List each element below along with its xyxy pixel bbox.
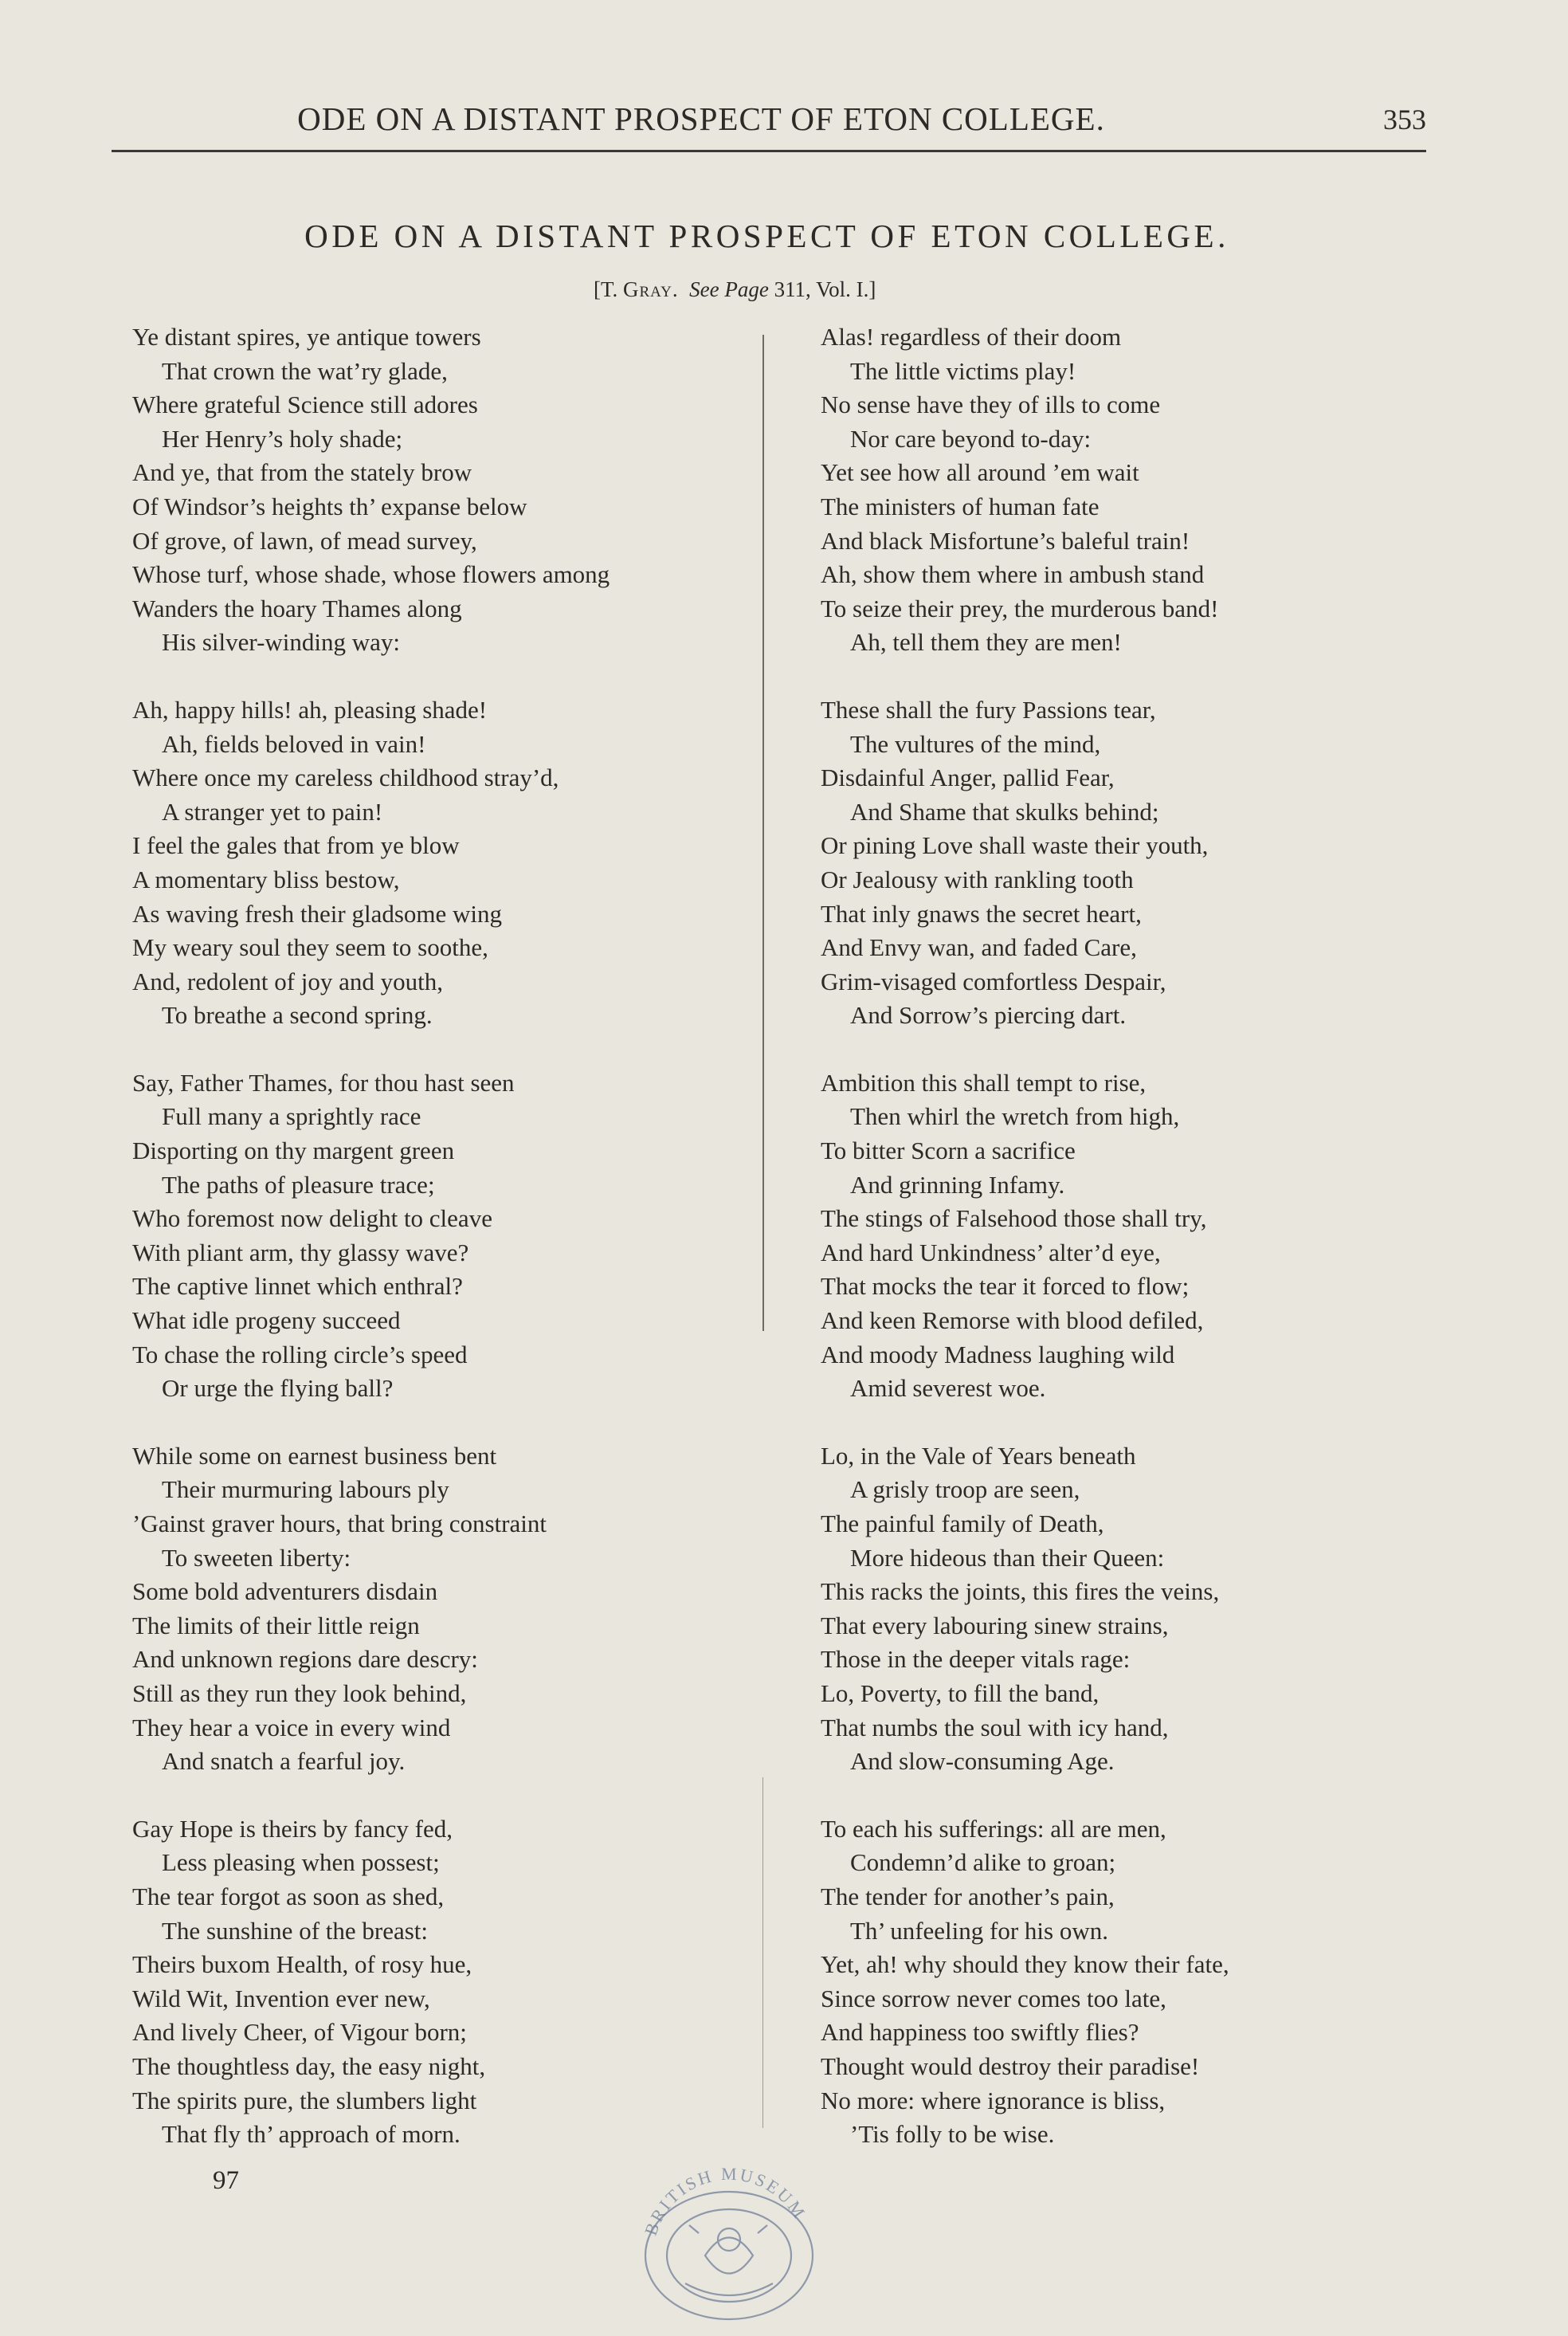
verse-line: And unknown regions dare descry: — [132, 1645, 478, 1674]
verse-line: Alas! regardless of their doom — [821, 323, 1122, 351]
verse-line: Ambition this shall tempt to rise, — [821, 1068, 1147, 1097]
verse-line: That mocks the tear it forced to flow; — [821, 1272, 1190, 1301]
verse-line: The sunshine of the breast: — [162, 1916, 429, 1945]
column-divider-lower — [762, 1777, 763, 2128]
verse-line: Gay Hope is theirs by fancy fed, — [132, 1814, 453, 1843]
verse-line: Since sorrow never comes too late, — [821, 1984, 1166, 2012]
museum-stamp — [610, 2136, 849, 2327]
verse-line: And ye, that from the stately brow — [132, 458, 472, 487]
left-stanza-3 — [132, 1066, 762, 1406]
verse-line: Those in the deeper vitals rage: — [821, 1645, 1131, 1674]
verse-line: His silver-winding way: — [162, 628, 401, 657]
verse-line: Yet, ah! why should they know their fate, — [821, 1950, 1229, 1979]
right-stanza-1 — [821, 320, 1442, 660]
verse-line: Ah, show them where in ambush stand — [821, 560, 1205, 589]
verse-line: The little victims play! — [850, 356, 1076, 385]
stamp-text: BRITISH MUSEUM — [640, 2163, 811, 2238]
left-stanza-2 — [132, 693, 762, 1033]
verse-line: That inly gnaws the secret heart, — [821, 899, 1142, 928]
verse-line: The thoughtless day, the easy night, — [132, 2051, 486, 2080]
verse-line: Full many a sprightly race — [162, 1102, 421, 1131]
verse-line: What idle progeny succeed — [132, 1306, 401, 1335]
verse-line: And snatch a fearful joy. — [162, 1747, 406, 1776]
verse-line: Say, Father Thames, for thou hast seen — [132, 1068, 515, 1097]
verse-line: With pliant arm, thy glassy wave? — [132, 1238, 469, 1266]
left-column — [132, 320, 762, 2185]
verse-line: My weary soul they seem to soothe, — [132, 933, 488, 962]
signature-mark: 97 — [213, 2166, 239, 2195]
right-stanza-5 — [821, 1812, 1442, 2152]
verse-line: Her Henry’s holy shade; — [162, 424, 403, 453]
verse-line: Then whirl the wretch from high, — [850, 1102, 1180, 1131]
attribution — [594, 277, 876, 302]
verse-line: Amid severest woe. — [850, 1374, 1046, 1403]
verse-line: To seize their prey, the murderous band! — [821, 594, 1219, 622]
verse-line: And Shame that skulks behind; — [850, 797, 1159, 826]
left-stanza-5 — [132, 1812, 762, 2152]
verse-line: Less pleasing when possest; — [162, 1848, 440, 1877]
header-rule — [112, 150, 1426, 152]
verse-line: The paths of pleasure trace; — [162, 1170, 435, 1199]
verse-line: More hideous than their Queen: — [850, 1543, 1165, 1572]
verse-line: To sweeten liberty: — [162, 1543, 351, 1572]
poem-title: ODE ON A DISTANT PROSPECT OF ETON COLLEGE. — [304, 218, 1229, 254]
verse-line: And hard Unkindness’ alter’d eye, — [821, 1238, 1161, 1266]
right-stanza-2 — [821, 693, 1442, 1033]
verse-line: Wild Wit, Invention ever new, — [132, 1984, 430, 2012]
column-divider — [762, 335, 764, 1331]
verse-line: Theirs buxom Health, of rosy hue, — [132, 1950, 472, 1979]
verse-line: Grim-visaged comfortless Despair, — [821, 967, 1166, 995]
left-stanza-4 — [132, 1439, 762, 1779]
verse-line: I feel the gales that from ye blow — [132, 831, 460, 860]
verse-line: This racks the joints, this fires the veins, — [821, 1577, 1220, 1606]
right-stanza-4 — [821, 1439, 1442, 1779]
verse-line: And Sorrow’s piercing dart. — [850, 1001, 1127, 1030]
verse-line: That fly th’ approach of morn. — [162, 2120, 461, 2149]
verse-line: And moody Madness laughing wild — [821, 1340, 1175, 1368]
running-title: ODE ON A DISTANT PROSPECT OF ETON COLLEGE. — [297, 100, 1105, 137]
verse-line: Wanders the hoary Thames along — [132, 594, 462, 622]
verse-line: To bitter Scorn a sacrifice — [821, 1137, 1076, 1165]
verse-line: Ah, happy hills! ah, pleasing shade! — [132, 695, 488, 724]
page-number: 353 — [1383, 104, 1426, 135]
verse-line: ’Gainst graver hours, that bring constraint — [132, 1510, 547, 1537]
verse-line: Ah, fields beloved in vain! — [162, 729, 426, 758]
verse-line: Where grateful Science still adores — [132, 391, 478, 419]
verse-line: A momentary bliss bestow, — [132, 865, 400, 893]
verse-line: The spirits pure, the slumbers light — [132, 2086, 477, 2114]
verse-line: A stranger yet to pain! — [162, 797, 383, 826]
verse-line: Of Windsor’s heights th’ expanse below — [132, 492, 527, 520]
verse-line: They hear a voice in every wind — [132, 1713, 451, 1741]
verse-line: And keen Remorse with blood defiled, — [821, 1306, 1204, 1335]
verse-line: Lo, in the Vale of Years beneath — [821, 1441, 1136, 1470]
verse-line: Who foremost now delight to cleave — [132, 1204, 492, 1233]
right-stanza-3 — [821, 1066, 1442, 1406]
verse-line: No sense have they of ills to come — [821, 391, 1161, 419]
verse-line: Some bold adventurers disdain — [132, 1577, 438, 1606]
verse-line: And lively Cheer, of Vigour born; — [132, 2018, 467, 2047]
verse-line: And, redolent of joy and youth, — [132, 967, 444, 995]
verse-line: Whose turf, whose shade, whose flowers among — [132, 560, 610, 589]
verse-line: Yet see how all around ’em wait — [821, 458, 1139, 487]
verse-line: To breathe a second spring. — [162, 1001, 433, 1030]
verse-line: That every labouring sinew strains, — [821, 1611, 1169, 1639]
verse-line: No more: where ignorance is bliss, — [821, 2086, 1166, 2114]
verse-line: Or pining Love shall waste their youth, — [821, 831, 1209, 860]
verse-line: The tender for another’s pain, — [821, 1882, 1115, 1910]
verse-line: While some on earnest business bent — [132, 1441, 497, 1470]
attribution-author: Gray. — [622, 277, 679, 301]
verse-line: Where once my careless childhood stray’d, — [132, 764, 559, 792]
right-column — [821, 320, 1442, 2185]
verse-line: The captive linnet which enthral? — [132, 1272, 463, 1301]
verse-line: A grisly troop are seen, — [850, 1475, 1080, 1504]
verse-line: And grinning Infamy. — [850, 1170, 1065, 1199]
running-head — [112, 100, 1426, 139]
attribution-ref: 311, Vol. I.] — [768, 277, 876, 301]
verse-line: Of grove, of lawn, of mead survey, — [132, 526, 477, 555]
verse-line: That crown the wat’ry glade, — [162, 356, 448, 385]
verse-line: Ah, tell them they are men! — [850, 628, 1122, 657]
verse-line: And Envy wan, and faded Care, — [821, 933, 1137, 962]
verse-line: Still as they run they look behind, — [132, 1678, 467, 1707]
verse-line: And black Misfortune’s baleful train! — [821, 526, 1190, 555]
verse-line: Or urge the flying ball? — [162, 1374, 394, 1403]
verse-line: And happiness too swiftly flies? — [821, 2018, 1139, 2047]
verse-line: Disdainful Anger, pallid Fear, — [821, 764, 1115, 792]
verse-line: The ministers of human fate — [821, 492, 1100, 520]
attribution-see: See Page — [689, 277, 769, 301]
verse-line: Thought would destroy their paradise! — [821, 2051, 1200, 2080]
verse-line: Th’ unfeeling for his own. — [850, 1916, 1108, 1945]
verse-line: Their murmuring labours ply — [162, 1475, 449, 1504]
verse-line: The limits of their little reign — [132, 1611, 420, 1639]
verse-line: Condemn’d alike to groan; — [850, 1848, 1116, 1877]
attribution-open: [T. — [594, 277, 623, 301]
verse-line: Ye distant spires, ye antique towers — [132, 323, 481, 351]
verse-line: Nor care beyond to-day: — [850, 424, 1092, 453]
verse-line: Disporting on thy margent green — [132, 1137, 455, 1165]
verse-line: That numbs the soul with icy hand, — [821, 1713, 1169, 1741]
verse-line: As waving fresh their gladsome wing — [132, 899, 503, 928]
verse-line: The stings of Falsehood those shall try, — [821, 1204, 1207, 1233]
verse-line: To chase the rolling circle’s speed — [132, 1340, 468, 1368]
verse-line: These shall the fury Passions tear, — [821, 695, 1156, 724]
verse-line: Or Jealousy with rankling tooth — [821, 865, 1134, 893]
verse-line: And slow-consuming Age. — [850, 1747, 1115, 1776]
verse-line: ’Tis folly to be wise. — [850, 2120, 1055, 2149]
verse-line: The vultures of the mind, — [850, 729, 1101, 758]
verse-line: The tear forgot as soon as shed, — [132, 1882, 445, 1910]
left-stanza-1 — [132, 320, 762, 660]
verse-line: The painful family of Death, — [821, 1510, 1104, 1537]
verse-line: Lo, Poverty, to fill the band, — [821, 1678, 1100, 1707]
verse-line: To each his sufferings: all are men, — [821, 1814, 1166, 1843]
